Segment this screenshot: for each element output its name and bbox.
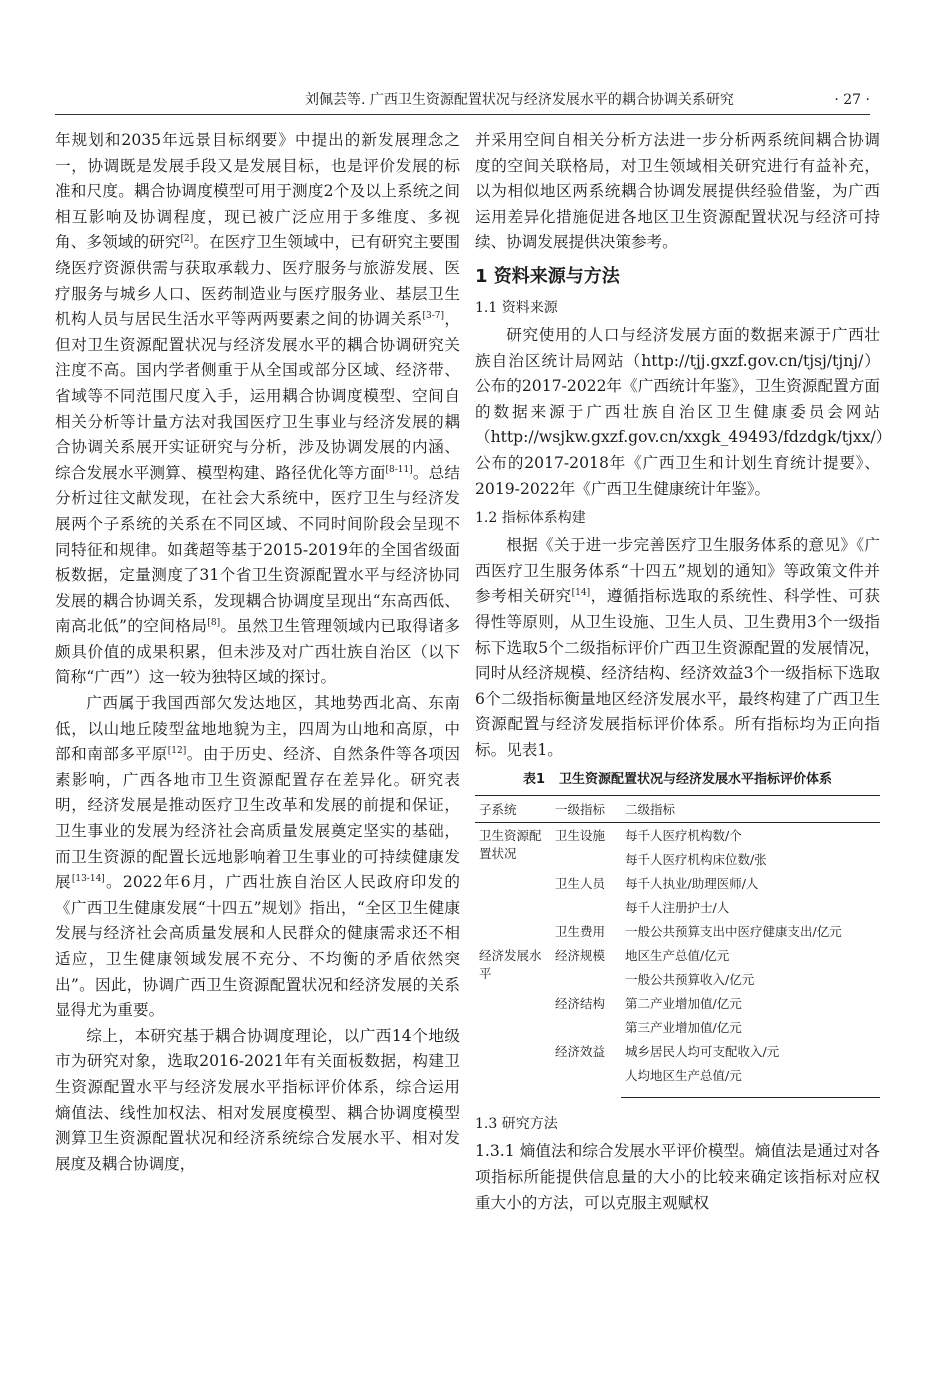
citation: [2] [180,234,194,245]
table-header: 二级指标 [621,796,880,823]
table-header-row [475,796,880,823]
table-cell-level2: 每千人医疗机构数/个 [625,828,742,844]
page-number: · 27 · [834,92,870,108]
citation: [12] [167,746,187,757]
table-cell-subsystem: 经济发展水平 [479,948,542,982]
paragraph-1 [55,128,460,691]
left-column [55,128,460,1177]
table-caption [475,769,880,791]
paragraph-1-3-1: 1.3.1 熵值法和综合发展水平评价模型。熵值法是通过对各项指标所能提供信息量的大小的比较来确定该指标对应权重大小的方法，可以克服主观赋权 [475,1142,880,1212]
table-cell-level2: 地区生产总值/亿元 [625,948,730,964]
table-cell-level2: 人均地区生产总值/元 [621,1067,880,1098]
table-header: 子系统 [475,796,551,823]
table-cell-level1: 经济规模 [555,948,606,964]
right-column [475,128,892,1216]
running-header [55,88,870,115]
table-cell-level1: 经济结构 [555,996,606,1012]
table-cell-level2: 城乡居民人均可支配收入/元 [625,1044,780,1060]
indicator-table [475,795,880,1098]
table-cell-level2: 每千人注册护士/人 [625,900,730,916]
table-cell-level1: 卫生设施 [555,828,606,844]
paragraph-3: 综上，本研究基于耦合协调度理论，以广西14个地级市为研究对象，选取2016-2021年有关面板数据，构建卫生资源配置水平与经济发展水平指标评价体系，综合运用熵值法、线性加权法、相对发展度模型、耦合协调度模型测算卫生资源配置状况和经济系统综合发展水平、相对发展度及耦合协调度， [55,1026,460,1173]
table-cell-level1: 卫生人员 [555,876,606,892]
paragraph-0: 并采用空间自相关分析方法进一步分析两系统间耦合协调度的空间关联格局，对卫生领域相关研究进行有益补充，以为相似地区两系统耦合协调发展提供经验借鉴，为广西运用差异化措施促进各地区卫生资源配置状况与经济可持续、协调发展提供决策参考。 [475,131,880,252]
subsection-1-3-title: 1.3 研究方法 [475,1116,558,1133]
citation: [13-14] [71,874,105,885]
p2-text: 广西属于我国西部欠发达地区，其地势西北高、东南低，以山地丘陵型盆地地貌为主，四周为山地和高原，中部和南部多平原 [55,694,460,764]
p1-text-5: 。虽然卫生管理领域内已取得诸多颇具价值的成果积累，但未涉及对广西壮族自治区（以下简称“广西”）这一较为独特区域的探讨。 [55,617,460,687]
table-cell-level2: 第三产业增加值/亿元 [625,1020,742,1036]
table-cell-level1: 经济效益 [555,1044,606,1060]
p1-text-2: 。在医疗卫生领域中，已有研究主要围绕医疗资源供需与获取承载力、医疗服务与旅游发展、医疗服务与城乡人口、医药制造业与医疗服务业、基层卫生机构人员与居民生活水平等两两要素之间的协调关系 [55,233,460,329]
running-title: 刘佩芸等. 广西卫生资源配置状况与经济发展水平的耦合协调关系研究 [305,92,734,108]
p2-text-3: 。2022年6月，广西壮族自治区人民政府印发的《广西卫生健康发展“十四五”规划》指出，“全区卫生健康发展与经济社会高质量发展和人民群众的健康需求还不相适应，卫生健康领域发展不充分、不均衡的矛盾依然突出”。因此，协调广西卫生资源配置状况和经济发展的关系显得尤为重要。 [55,873,460,1020]
table-cell-level2: 每千人医疗机构床位数/张 [625,852,767,868]
citation: [8] [207,618,221,629]
table-cell-level2: 第二产业增加值/亿元 [625,996,742,1012]
subsection-1-1-title: 1.1 资料来源 [475,299,558,316]
citation: [3-7] [422,310,444,321]
table-cell-level2: 一般公共预算收入/亿元 [625,972,755,988]
p1-text-4: 。总结分析过往文献发现，在社会大系统中，医疗卫生与经济发展两个子系统的关系在不同区域、不同时间阶段会呈现不同特征和规律。如龚超等基于2015-2019年的全国省级面板数据，定量测度了31个省卫生资源配置水平与经济协同发展的耦合协调关系，发现耦合协调度呈现出“东高西低、南高北低”的空间格局 [55,463,460,636]
p12-text: 根据《关于进一步完善医疗卫生服务体系的意见》《广西医疗卫生服务体系“十四五”规划的通知》等政策文件并参考相关研究 [475,536,880,606]
citation: [14] [571,588,591,599]
section-1-title: 1 资料来源与方法 [475,265,620,287]
citation: [8-11] [385,464,413,475]
p12-text-2: ，遵循指标选取的系统性、科学性、可获得性等原则，从卫生设施、卫生人员、卫生费用3个一级指标下选取5个二级指标评价广西卫生资源配置的发展情况，同时从经济规模、经济结构、经济效益3个一级指标下选取6个二级指标衡量地区经济发展水平，最终构建了广西卫生资源配置与经济发展指标评价体系。所有指标均为正向指标。见表1。 [475,587,880,759]
table-cell-level1: 卫生费用 [555,924,606,940]
paragraph-1-1: 研究使用的人口与经济发展方面的数据来源于广西壮族自治区统计局网站（http://tjj.gxzf.gov.cn/tjsj/tjnj/）公布的2017-2022年《广西统计年鉴》，卫生资源配置方面的数据来源于广西壮族自治区卫生健康委员会网站（http://wsjkw.gxzf.gov.cn/xxgk_49493/fdzdgk/tjxx/）公布的2017-2018年《广西卫生和计划生育统计提要》、2019-2022年《广西卫生健康统计年鉴》。 [475,325,892,498]
p2-text-2: 。由于历史、经济、自然条件等各项因素影响，广西各地市卫生资源配置存在差异化。研究表明，经济发展是推动医疗卫生改革和发展的前提和保证，卫生事业的发展为经济社会高质量发展奠定坚实的基础，而卫生资源的配置长远地影响着卫生事业的可持续健康发展 [55,745,460,892]
table-cell-subsystem: 卫生资源配置状况 [479,828,542,862]
table-cell-level2: 一般公共预算支出中医疗健康支出/亿元 [625,924,842,940]
table-row [475,823,880,852]
table-title: 卫生资源配置状况与经济发展水平指标评价体系 [559,772,833,788]
subsection-1-2-title: 1.2 指标体系构建 [475,510,586,527]
paragraph-2 [55,691,460,1024]
p1-text-3: ，但对卫生资源配置状况与经济发展水平的耦合协调研究关注度不高。国内学者侧重于从全国或部分区域、经济带、省域等不同范围尺度入手，运用耦合协调度模型、空间自相关分析等计量方法对我国医疗卫生事业与经济发展的耦合协调关系展开实证研究与分析，涉及协调发展的内涵、综合发展水平测算、模型构建、路径优化等方面 [55,310,460,482]
table-label: 表1 [522,772,546,788]
table-header: 一级指标 [551,796,621,823]
p1-text: 年规划和2035年远景目标纲要》中提出的新发展理念之一，协调既是发展手段又是发展目标，也是评价发展的标准和尺度。耦合协调度模型可用于测度2个及以上系统之间相互影响及协调程度，现已被广泛应用于多维度、多视角、多领域的研究 [55,131,460,252]
table-row [475,947,880,971]
table-cell-level2: 每千人执业/助理医师/人 [625,876,759,892]
paragraph-1-2 [475,533,880,763]
